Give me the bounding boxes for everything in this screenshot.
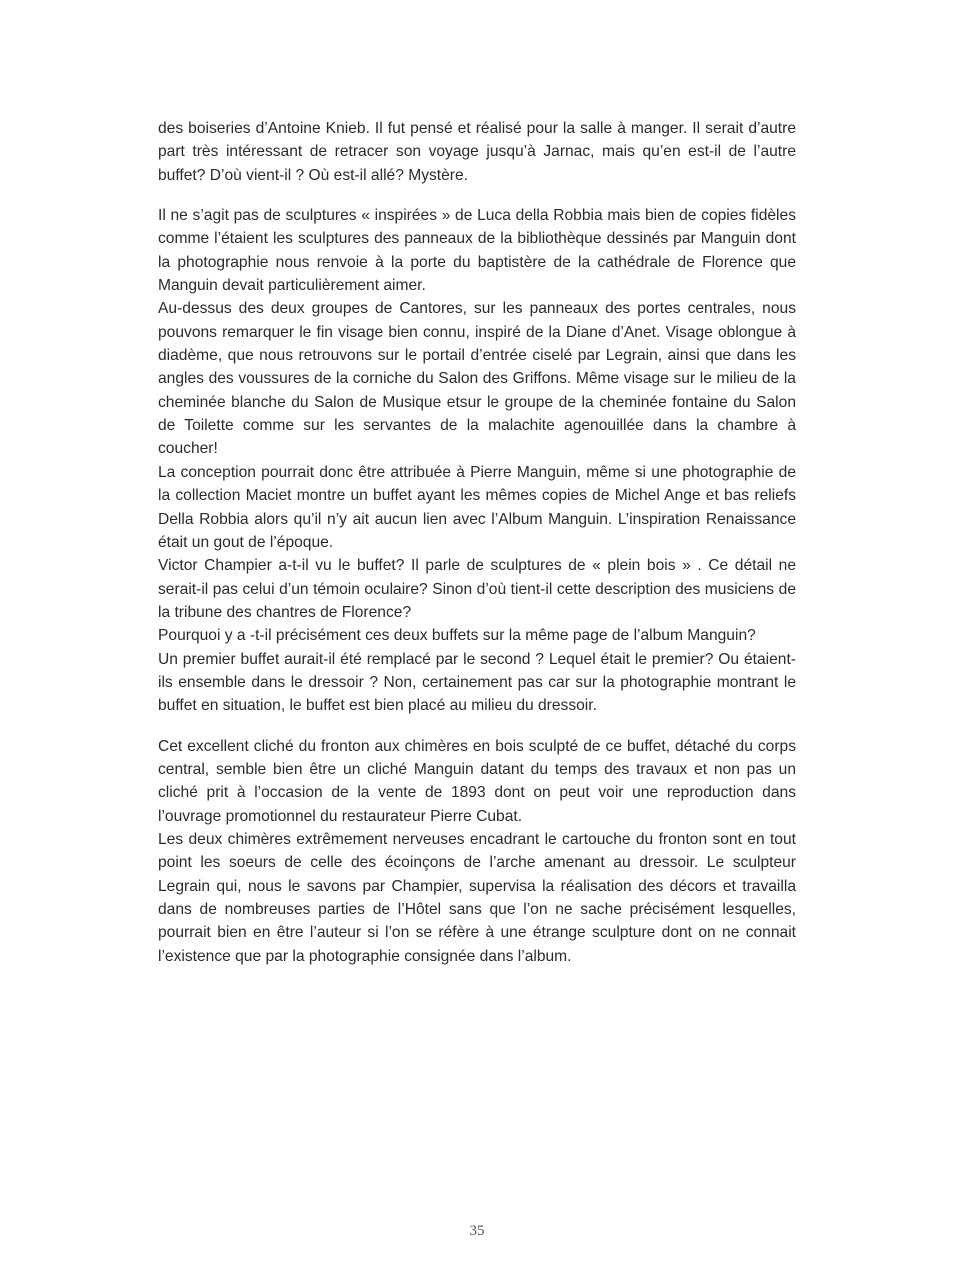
paragraph: Un premier buffet aurait-il été remplacé par le second ? Lequel était le premier? Ou étaient-ils ensemble dans le dressoir ? Non, certainement pas car sur la photographie montrant le buffet en situation, le buffet est bien placé au milieu du dressoir.: [158, 650, 796, 715]
text-block-3: [158, 735, 796, 968]
paragraph: Victor Champier a-t-il vu le buffet? Il parle de sculptures de « plein bois » . Ce détail ne serait-il pas celui d’un témoin oculaire? Sinon d’où tient-il cette description des musiciens de la tribune des chantres de Florence?: [158, 557, 796, 621]
paragraph: La conception pourrait donc être attribuée à Pierre Manguin, même si une photographie de la collection Maciet montre un buffet ayant les mêmes copies de Michel Ange et bas reliefs Della Robbia alors qu’il n’y ait aucun lien avec l’Album Manguin. L’inspiration Renaissance était un gout de l’époque.: [158, 463, 796, 551]
paragraph: des boiseries d’Antoine Knieb. Il fut pensé et réalisé pour la salle à manger. Il serait d’autre part très intéressant de retracer son voyage jusqu’à Jarnac, mais qu’en est-il de l’autre buffet? D’où vient-il ? Où est-il allé? Mystère.: [158, 120, 796, 184]
paragraph: Cet excellent cliché du fronton aux chimères en bois sculpté de ce buffet, détaché du corps central, semble bien être un cliché Manguin datant du temps des travaux et non pas un cliché prit à l’occasion de la vente de 1893 dont on peut voir une reproduction dans l’ouvrage promotionnel du restaurateur Pierre Cubat.: [158, 737, 796, 825]
paragraph: Pourquoi y a -t-il précisément ces deux buffets sur la même page de l’album Manguin?: [158, 627, 756, 645]
page-number: 35: [469, 1223, 485, 1239]
text-block-2: [158, 204, 796, 718]
text-block-1: [158, 117, 796, 187]
paragraph: Les deux chimères extrêmement nerveuses encadrant le cartouche du fronton sont en tout point les soeurs de celle des écoinçons de l’arche amenant au dressoir. Le sculpteur Legrain qui, nous le savons par Champier, supervisa la réalisation des décors et travailla dans de nombreuses parties de l’Hôtel sans que l’on ne sache précisément lesquelles, pourrait bien en être l’auteur si l’on se réfère à une étrange sculpture dont on ne connait l’existence que par la photographie consignée dans l’album.: [158, 830, 796, 965]
paragraph: Au-dessus des deux groupes de Cantores, sur les panneaux des portes centrales, nous pouvons remarquer le fin visage bien connu, inspiré de la Diane d’Anet. Visage oblongue à diadème, que nous retrouvons sur le portail d’entrée ciselé par Legrain, ainsi que dans les angles des voussures de la corniche du Salon des Griffons. Même visage sur le milieu de la cheminée blanche du Salon de Musique etsur le groupe de la cheminée fontaine du Salon de Toilette comme sur les servantes de la malachite agenouillée dans la chambre à coucher!: [158, 300, 796, 458]
document-body: [158, 117, 796, 968]
paragraph: Il ne s’agit pas de sculptures « inspirées » de Luca della Robbia mais bien de copies fidèles comme l’étaient les sculptures des panneaux de la bibliothèque dessinés par Manguin dont la photographie nous renvoie à la porte du baptistère de la cathédrale de Florence que Manguin devait particulièrement aimer.: [158, 207, 796, 295]
